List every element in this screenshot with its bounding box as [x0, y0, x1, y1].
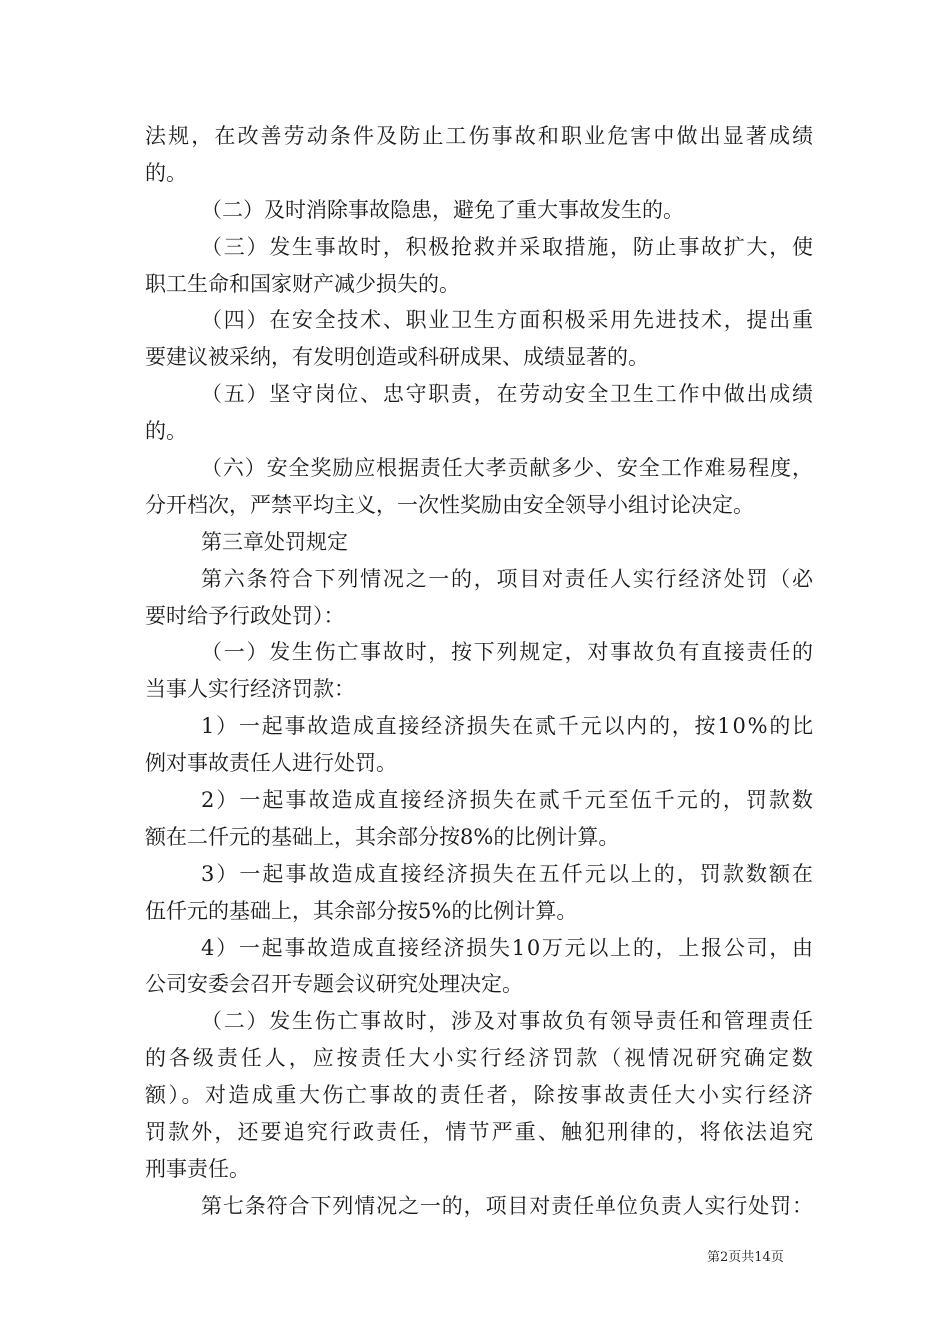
text-line: 职工生命和国家财产减少损失的。: [145, 271, 460, 296]
text-line: 的。: [145, 419, 187, 444]
text-line: 第七条符合下列情况之一的，项目对责任单位负责人实行处罚：: [201, 1193, 814, 1218]
text-line: （四）在安全技术、职业卫生方面积极采用先进技术，提出重: [201, 308, 815, 333]
text-line: （六）安全奖励应根据责任大孝贡献多少、安全工作难易程度，: [201, 456, 814, 481]
text-line: 伍仟元的基础上，其余部分按5%的比例计算。: [145, 898, 578, 923]
text-line: （五）坚守岗位、忠守职责，在劳动安全卫生工作中做出成绩: [201, 382, 815, 407]
text-line: 1）一起事故造成直接经济损失在贰千元以内的，按10%的比: [201, 714, 815, 739]
document-body: [145, 118, 816, 1225]
text-line: 2）一起事故造成直接经济损失在贰千元至伍千元的，罚款数: [201, 788, 815, 813]
text-line: 要时给予行政处罚）：: [145, 603, 345, 628]
text-line: 的。: [145, 160, 187, 185]
text-line: 的各级责任人，应按责任大小实行经济罚款（视情况研究确定数: [145, 1046, 816, 1071]
text-line: 要建议被采纳，有发明创造或科研成果、成绩显著的。: [145, 345, 649, 370]
text-line: 当事人实行经济罚款：: [145, 677, 355, 702]
text-line: 刑事责任。: [145, 1156, 250, 1181]
text-line: 额）。对造成重大伤亡事故的责任者，除按事故责任大小实行经济: [145, 1083, 816, 1108]
text-line: 额在二仟元的基础上，其余部分按8%的比例计算。: [145, 824, 620, 849]
page-number: 第2页共14页: [707, 1250, 784, 1265]
text-line: 罚款外，还要追究行政责任，情节严重、触犯刑律的，将依法追究: [145, 1120, 816, 1145]
text-line: 法规，在改善劳动条件及防止工伤事故和职业危害中做出显著成绩: [145, 124, 816, 148]
text-line: （一）发生伤亡事故时，按下列规定，对事故负有直接责任的: [201, 640, 815, 665]
text-line: 公司安委会召开专题会议研究处理决定。: [145, 972, 523, 997]
text-line: 第六条符合下列情况之一的，项目对责任人实行经济处罚（必: [201, 566, 815, 591]
text-line: 第三章处罚规定: [201, 529, 348, 554]
text-line: 例对事故责任人进行处罚。: [145, 751, 397, 776]
text-line: 3）一起事故造成直接经济损失在五仟元以上的，罚款数额在: [201, 861, 815, 886]
text-line: （二）及时消除事故隐患，避免了重大事故发生的。: [201, 197, 684, 222]
text-line: 4）一起事故造成直接经济损失10万元以上的，上报公司，由: [201, 935, 815, 960]
text-line: 分开档次，严禁平均主义，一次性奖励由安全领导小组讨论决定。: [145, 492, 754, 517]
text-line: （二）发生伤亡事故时，涉及对事故负有领导责任和管理责任: [201, 1009, 815, 1034]
text-line: （三）发生事故时，积极抢救并采取措施，防止事故扩大，使: [201, 234, 815, 259]
